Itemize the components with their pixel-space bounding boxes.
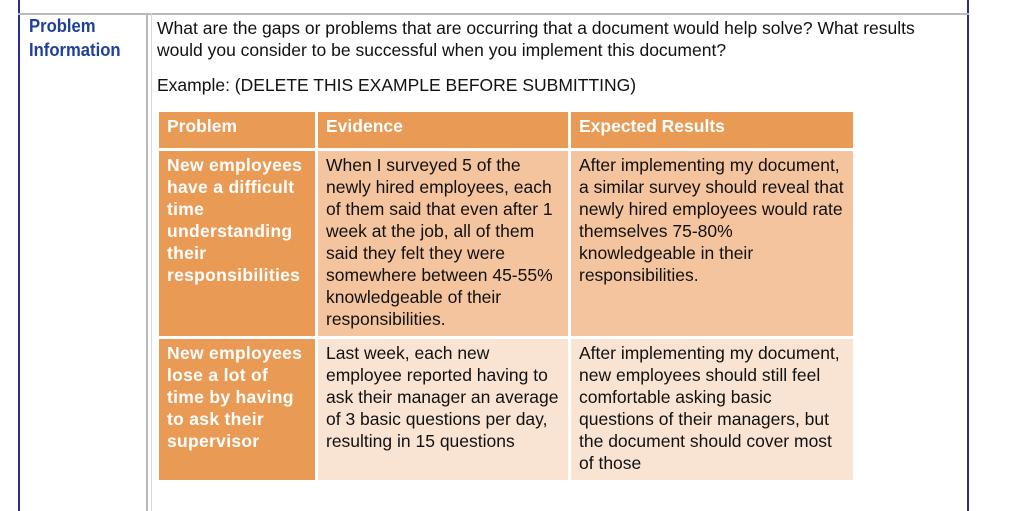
- problem-cell: New employees have a difficult time understanding their responsibilities: [159, 151, 315, 336]
- header-problem: Problem: [159, 112, 315, 148]
- table-row: [159, 339, 853, 480]
- example-label: Example: (DELETE THIS EXAMPLE BEFORE SUBMITTING): [157, 75, 637, 95]
- problems-table: [156, 109, 856, 483]
- expected-cell: After implementing my document, a similar survey should reveal that newly hired employees would rate themselves 75-80% knowledgeable in their responsibilities.: [571, 151, 853, 336]
- section-label: [29, 14, 133, 62]
- table-row: [159, 151, 853, 336]
- header-expected-results: Expected Results: [571, 112, 853, 148]
- table-header-row: [159, 112, 853, 148]
- evidence-cell: When I surveyed 5 of the newly hired employees, each of them said that even after 1 week at the job, all of them said they felt they were somewhere between 45-55% knowledgeable of their responsibilities.: [318, 151, 568, 336]
- frame-top-border: [18, 13, 969, 15]
- frame-right-border: [967, 0, 969, 511]
- expected-cell: After implementing my document, new employees should still feel comfortable asking basic questions of their managers, but the document should cover most of those: [571, 339, 853, 480]
- column-divider-inner: [151, 13, 152, 511]
- frame-left-border: [18, 0, 20, 511]
- header-evidence: Evidence: [318, 112, 568, 148]
- column-divider: [146, 13, 148, 511]
- prompt-text: What are the gaps or problems that are occurring that a document would help solve? What results would you consider to be successful when you implement this document?: [157, 18, 915, 60]
- evidence-cell: Last week, each new employee reported having to ask their manager an average of 3 basic questions per day, resulting in 15 questions: [318, 339, 568, 480]
- problem-cell: New employees lose a lot of time by having to ask their supervisor: [159, 339, 315, 480]
- section-label-line1: Problem: [29, 15, 96, 36]
- section-label-line2: Information: [29, 39, 121, 60]
